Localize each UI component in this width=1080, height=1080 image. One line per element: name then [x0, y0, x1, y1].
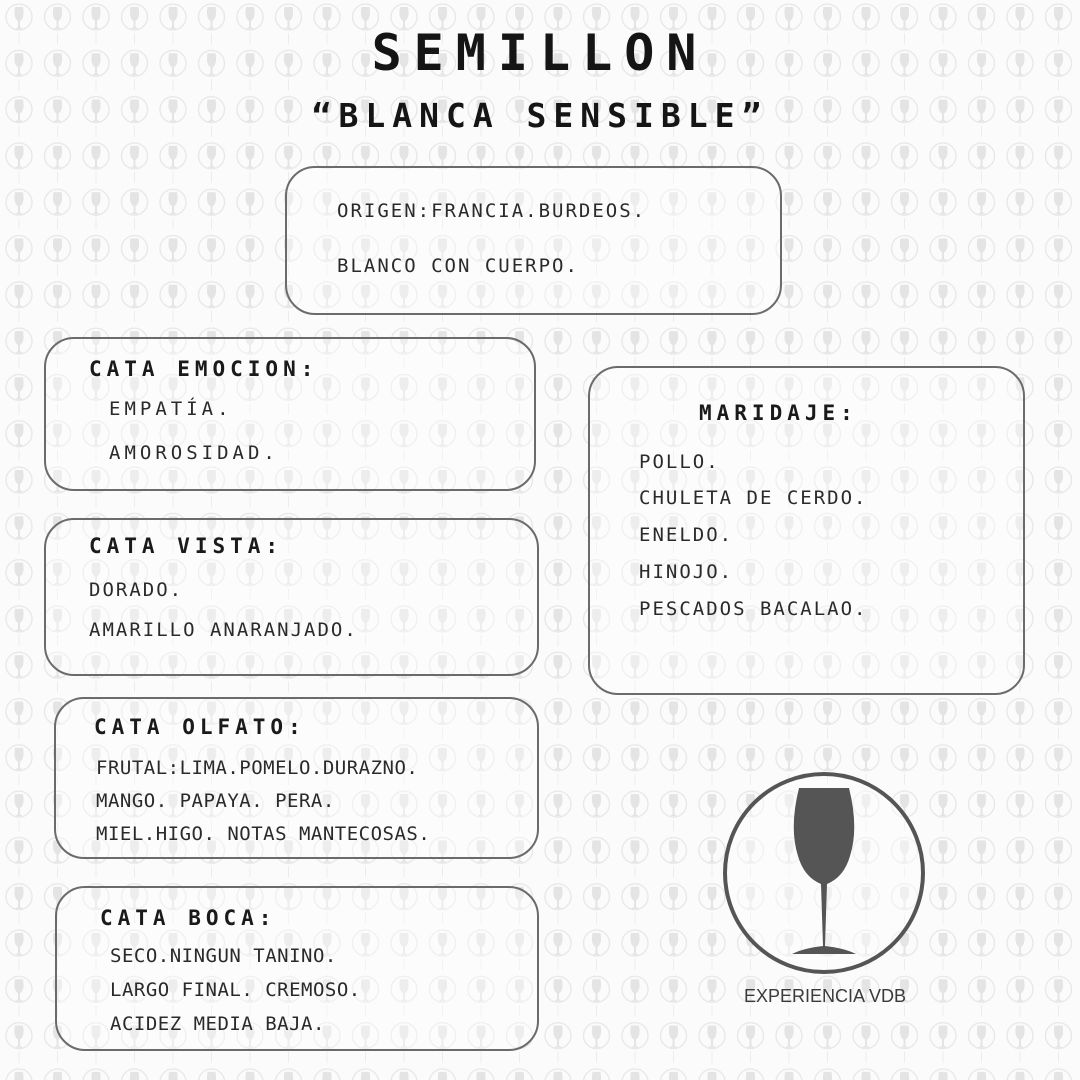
page-subtitle: “BLANCA SENSIBLE”: [311, 96, 769, 135]
wine-glass-icon: [720, 770, 928, 976]
cata-olfato-item: MIEL.HIGO. NOTAS MANTECOSAS.: [96, 823, 431, 845]
cata-emocion-heading: CATA EMOCION:: [89, 357, 319, 381]
cata-vista-item: DORADO.: [89, 579, 184, 601]
cata-vista-box: [44, 518, 539, 676]
maridaje-heading: MARIDAJE:: [699, 401, 858, 425]
cata-boca-item: SECO.NINGUN TANINO.: [110, 945, 337, 967]
cata-olfato-heading: CATA OLFATO:: [94, 715, 306, 739]
cata-vista-heading: CATA VISTA:: [89, 534, 284, 558]
cata-boca-item: LARGO FINAL. CREMOSO.: [110, 979, 361, 1001]
logo-text: EXPERIENCIA VDB: [743, 986, 907, 1006]
cata-emocion-box: [44, 337, 536, 491]
cata-vista-item: AMARILLO ANARANJADO.: [89, 619, 358, 641]
maridaje-box: [588, 366, 1025, 695]
origin-box: [285, 166, 782, 315]
cata-boca-box: [55, 886, 539, 1051]
maridaje-item: HINOJO.: [639, 561, 734, 583]
cata-olfato-item: MANGO. PAPAYA. PERA.: [96, 790, 335, 812]
maridaje-item: POLLO.: [639, 451, 720, 473]
origin-line-1: ORIGEN:FRANCIA.BURDEOS.: [337, 200, 647, 222]
page-title: SEMILLON: [371, 24, 709, 82]
cata-olfato-item: FRUTAL:LIMA.POMELO.DURAZNO.: [96, 757, 419, 779]
maridaje-item: PESCADOS BACALAO.: [639, 598, 868, 620]
cata-emocion-item: AMOROSIDAD.: [109, 442, 279, 464]
cata-boca-item: ACIDEZ MEDIA BAJA.: [110, 1013, 325, 1035]
cata-emocion-item: EMPATÍA.: [109, 398, 233, 420]
cata-boca-heading: CATA BOCA:: [100, 906, 277, 930]
cata-olfato-box: [54, 697, 539, 859]
origin-line-2: BLANCO CON CUERPO.: [337, 255, 579, 277]
maridaje-item: CHULETA DE CERDO.: [639, 487, 868, 509]
maridaje-item: ENELDO.: [639, 524, 734, 546]
